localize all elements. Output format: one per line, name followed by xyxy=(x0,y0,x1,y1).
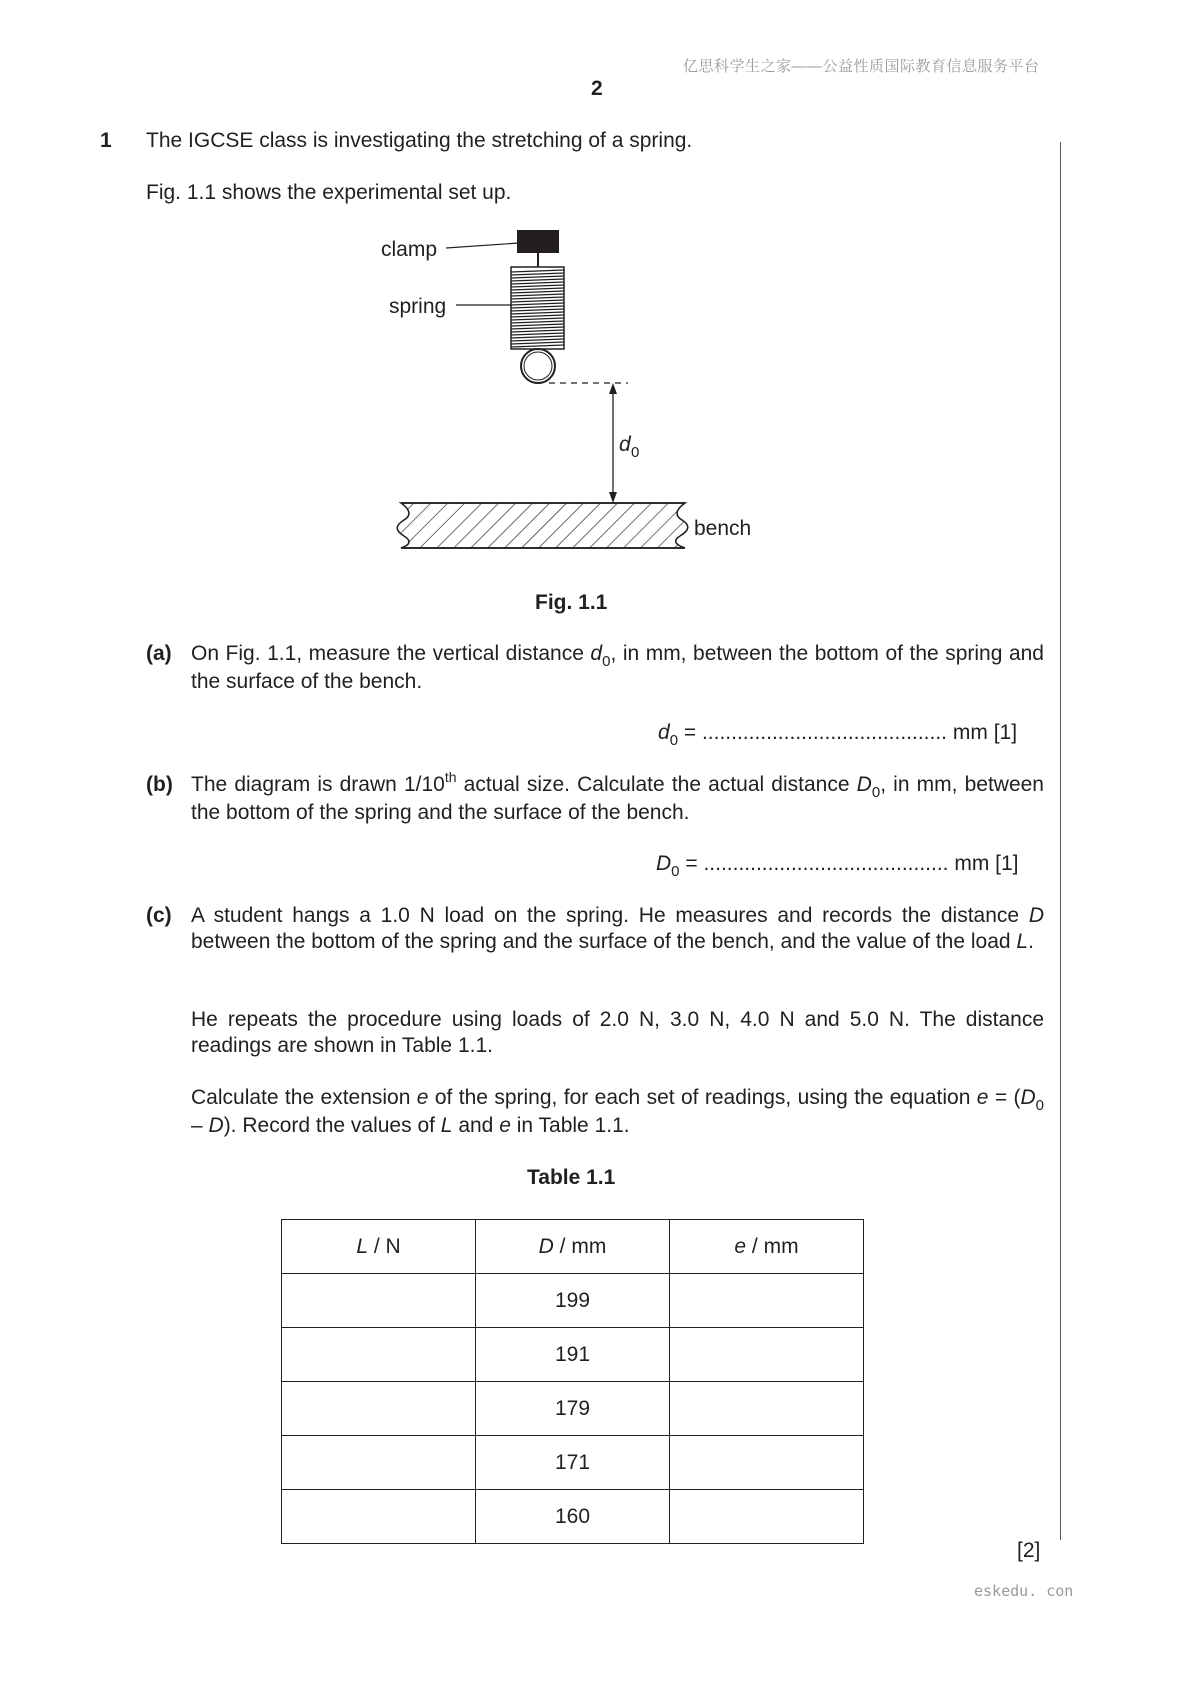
part-b-marks: [1] xyxy=(995,852,1019,875)
bench xyxy=(397,503,688,548)
distance-cell: 160 xyxy=(476,1490,670,1544)
figure-intro: Fig. 1.1 shows the experimental set up. xyxy=(146,181,512,204)
clamp-leader-line xyxy=(446,243,519,248)
question-number: 1 xyxy=(100,129,112,152)
table-row xyxy=(282,1490,864,1544)
distance-cell: 171 xyxy=(476,1436,670,1490)
part-a-text: On Fig. 1.1, measure the vertical distance $d_0$, in mm, between the bottom of the spring and the surface of the bench. xyxy=(191,642,1044,693)
table-row xyxy=(282,1328,864,1382)
clamp-label: clamp xyxy=(381,238,438,261)
distance-cell: 199 xyxy=(476,1274,670,1328)
part-c-paragraph-2: He repeats the procedure using loads of 2.0 N, 3.0 N, 4.0 N and 5.0 N. The distance readings are shown in Table 1.1. xyxy=(191,1008,1044,1057)
part-c-paragraph-1: A student hangs a 1.0 N load on the spring. He measures and records the distance D between the bottom of the spring and the surface of the bench, and the value of the load L. xyxy=(191,904,1044,953)
distance-cell: 179 xyxy=(476,1382,670,1436)
part-b-answer-line[interactable]: $D_0$ = .......................................... mm [1] xyxy=(656,852,1019,880)
header-distance: D / mm xyxy=(476,1220,670,1274)
d0-subscript: 0 xyxy=(631,444,640,461)
header-watermark: 亿思科学生之家——公益性质国际教育信息服务平台 xyxy=(683,58,1040,75)
part-b-label: (b) xyxy=(146,773,173,796)
figure-spring-setup xyxy=(370,222,770,562)
part-a-label: (a) xyxy=(146,642,172,665)
footer-watermark: eskedu. con xyxy=(974,1582,1074,1600)
table-marks: [2] xyxy=(1017,1539,1041,1562)
table-row xyxy=(282,1274,864,1328)
load-cell[interactable] xyxy=(282,1274,476,1328)
figure-caption: Fig. 1.1 xyxy=(535,591,608,614)
extension-cell[interactable] xyxy=(670,1490,864,1544)
page-number: 2 xyxy=(591,77,603,100)
table-title: Table 1.1 xyxy=(527,1166,616,1189)
d0-label: d xyxy=(619,433,631,456)
results-table xyxy=(281,1219,864,1544)
spring-label: spring xyxy=(389,295,447,318)
table-row xyxy=(282,1382,864,1436)
load-cell[interactable] xyxy=(282,1490,476,1544)
table-row xyxy=(282,1436,864,1490)
clamp-block xyxy=(517,230,559,253)
extension-cell[interactable] xyxy=(670,1382,864,1436)
part-c-label: (c) xyxy=(146,904,172,927)
extension-cell[interactable] xyxy=(670,1328,864,1382)
header-extension: e / mm xyxy=(670,1220,864,1274)
part-a-answer-line[interactable]: $d_0$ = .......................................... mm [1] xyxy=(658,721,1018,749)
extension-cell[interactable] xyxy=(670,1436,864,1490)
part-b-text: The diagram is drawn 1/10th actual size. Calculate the actual distance $D_0$, in mm, between the bottom of the spring and the surface of the bench. xyxy=(191,769,1044,824)
part-a-marks: [1] xyxy=(993,721,1018,744)
question-intro: The IGCSE class is investigating the stretching of a spring. xyxy=(146,129,693,152)
spring-loop xyxy=(521,349,555,383)
spring-coil xyxy=(511,267,564,349)
table-header-row xyxy=(282,1220,864,1274)
load-cell[interactable] xyxy=(282,1328,476,1382)
load-cell[interactable] xyxy=(282,1382,476,1436)
distance-cell: 191 xyxy=(476,1328,670,1382)
part-c-paragraph-3: Calculate the extension e of the spring, for each set of readings, using the equation $e = (D_0 - D)$. Record the values of L and e in Table 1.1. xyxy=(191,1086,1044,1137)
bench-label: bench xyxy=(694,517,752,540)
load-cell[interactable] xyxy=(282,1436,476,1490)
extension-cell[interactable] xyxy=(670,1274,864,1328)
header-load: L / N xyxy=(282,1220,476,1274)
margin-rule xyxy=(1060,142,1061,1540)
